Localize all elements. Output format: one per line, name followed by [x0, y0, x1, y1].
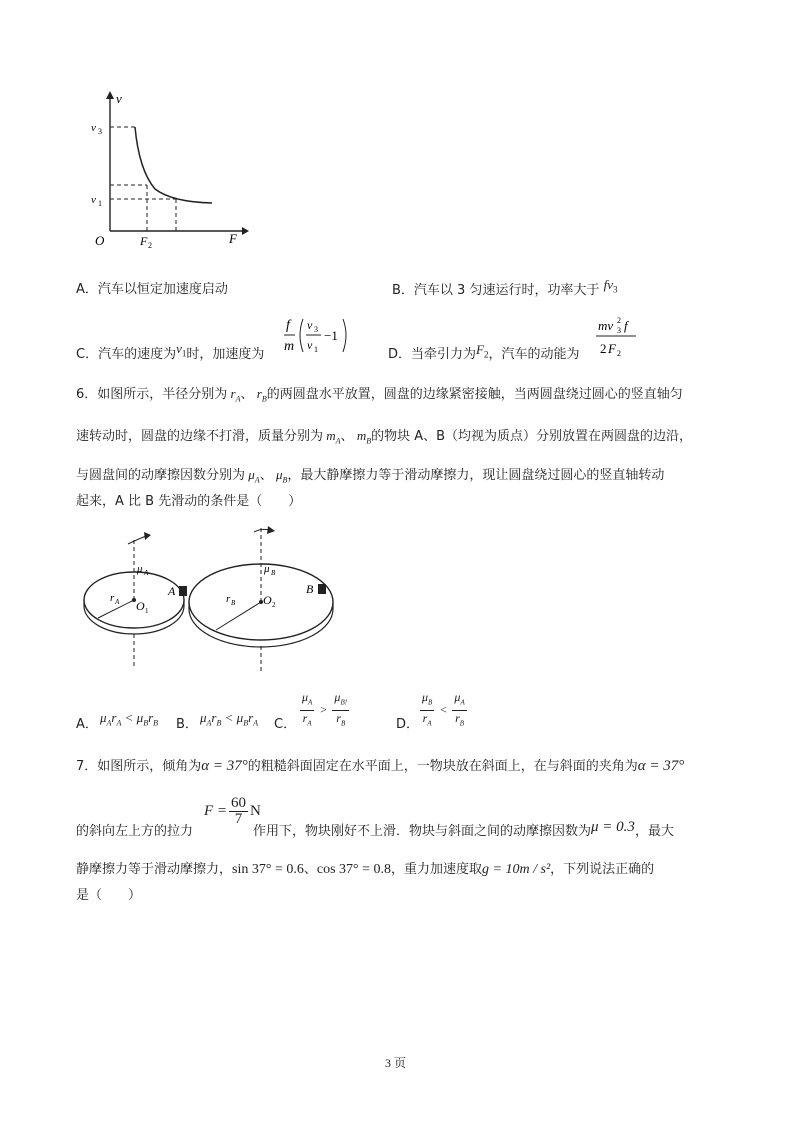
block-b — [318, 584, 326, 594]
q5-option-c-mid: 时，加速度为 — [186, 347, 265, 362]
svg-text:f: f — [624, 318, 628, 333]
q6-line-2: 速转动时，圆盘的边缘不打滑，质量分别为 $m_A$、 $m_B$的物块 A、B（均视为质点）分别放置在两圆盘的边沿， — [76, 428, 693, 446]
v1-label: v — [91, 194, 96, 206]
svg-text:m: m — [284, 339, 295, 354]
mu-b-subscript: B — [271, 569, 276, 577]
q5-option-d — [388, 342, 580, 368]
mu-a-label: μ — [137, 563, 143, 575]
q5-option-c-prefix: C．汽车的速度为 — [76, 347, 177, 362]
q6-option-c-label: C． — [274, 717, 297, 732]
rotation-arrowhead-a — [144, 532, 151, 540]
two-disks-figure — [76, 522, 351, 674]
svg-text:2: 2 — [617, 316, 621, 325]
r-b-label: r — [226, 593, 231, 605]
o2-label: O — [263, 593, 272, 607]
r-a-label: r — [110, 592, 115, 604]
rotation-arrowhead-b — [267, 526, 275, 534]
block-b-label: B — [306, 582, 314, 596]
svg-text:−1: −1 — [324, 328, 338, 343]
origin-label: O — [95, 233, 105, 248]
q5-option-c — [76, 341, 265, 368]
block-a-label: A — [168, 584, 176, 598]
q7-line-4: 是（ ） — [76, 888, 142, 903]
q5-option-d-prefix: D．当牵引力为 — [388, 347, 477, 362]
q6-option-b-label: B． — [176, 717, 198, 732]
svg-text:F: F — [608, 341, 616, 356]
v-axis-arrow — [106, 91, 114, 99]
r-a-subscript: A — [115, 598, 120, 606]
f2-subscript: 2 — [148, 241, 152, 250]
q6-option-d-label: D． — [396, 717, 420, 732]
q6-option-a-label: A． — [76, 717, 98, 732]
o1-label: O — [136, 599, 145, 613]
svg-text:v: v — [307, 318, 313, 332]
svg-text:3: 3 — [617, 326, 621, 335]
q5-option-b-math: $fv_3$ — [603, 277, 618, 295]
q5-option-c-formula — [283, 312, 353, 358]
svg-text:mv: mv — [598, 318, 614, 333]
r-b-subscript: B — [231, 599, 236, 607]
f2-label: F — [140, 234, 148, 248]
q5-option-b-text: B．汽车以 3 匀速运行时，功率大于 — [392, 283, 600, 298]
q6-option-b-formula: $\mu_Ar_B < \mu_Br_A$ — [200, 710, 259, 728]
q6-option-c-formula: $\frac{\mu_A}{r_A}$ > $\frac{\mu_{B!}}{r_B}$ — [302, 690, 348, 728]
q5-option-b — [392, 277, 618, 304]
v3-subscript: 3 — [98, 127, 102, 136]
mu-a-subscript: A — [144, 569, 149, 577]
q6-line-1: 6．如图所示，半径分别为 $r_A$、 $r_B$的两圆盘水平放置，圆盘的边缘紧密接触，当两圆盘绕过圆心的竖直轴匀 — [76, 386, 683, 404]
o1-subscript: 1 — [145, 607, 149, 615]
svg-text:3: 3 — [314, 325, 318, 334]
block-a — [179, 586, 187, 596]
q6-line-3: 与圆盘间的动摩擦因数分别为 $\mu_A$、 $\mu_B$，最大静摩擦力等于滑动摩擦力，现让圆盘绕过圆心的竖直轴转动 — [76, 467, 665, 485]
mu-b-label: μ — [264, 563, 270, 575]
q7-line-2: 的斜向左上方的拉力 作用下，物块刚好不上滑．物块与斜面之间的动摩擦因数为μ = 0.3，最大 — [76, 819, 674, 839]
f-axis-arrow — [242, 227, 249, 235]
velocity-force-graph — [80, 85, 250, 250]
q5-option-d-mid: ，汽车的动能为 — [488, 347, 580, 362]
f-axis-label: F — [229, 231, 237, 246]
svg-text:v: v — [307, 338, 313, 352]
q6-line-4: 起来，A 比 B 先滑动的条件是（ ） — [76, 494, 302, 509]
v1-subscript: 1 — [98, 199, 102, 208]
rotation-arrow-a — [128, 536, 146, 544]
q7-line-1: 7．如图所示，倾角为α = 37°的粗糙斜面固定在水平面上，一物块放在斜面上，在与斜面的夹角为α = 37° — [76, 758, 685, 774]
v-f-curve — [135, 127, 212, 203]
q6-option-d-formula: $\frac{\mu_B}{r_A}$ < $\frac{\mu_A}{r_B}$ — [422, 690, 465, 728]
v3-label: v — [91, 122, 96, 134]
svg-text:2: 2 — [617, 349, 621, 358]
svg-text:1: 1 — [314, 345, 318, 354]
q6-option-a-formula: $\mu_Ar_A < \mu_Br_B$ — [100, 710, 159, 728]
svg-text:f: f — [286, 318, 290, 333]
o2-subscript: 2 — [272, 601, 276, 609]
svg-text:2: 2 — [600, 341, 607, 356]
q5-option-a: A．汽车以恒定加速度启动 — [76, 282, 228, 297]
q5-option-d-f2: $F_2$ — [476, 342, 489, 360]
page-number: 3 页 — [385, 1056, 407, 1070]
q5-option-c-v1: $v_1$ — [176, 341, 187, 359]
q5-option-d-formula — [594, 312, 644, 360]
q7-force-formula: F = $\frac{60}{7}$ N — [204, 795, 261, 827]
v-axis-label: v — [116, 91, 122, 106]
q7-line-3: 静摩擦力等于滑动摩擦力，sin 37° = 0.6、cos 37° = 0.8，重力加速度取g = 10m / s²，下列说法正确的 — [76, 862, 655, 877]
